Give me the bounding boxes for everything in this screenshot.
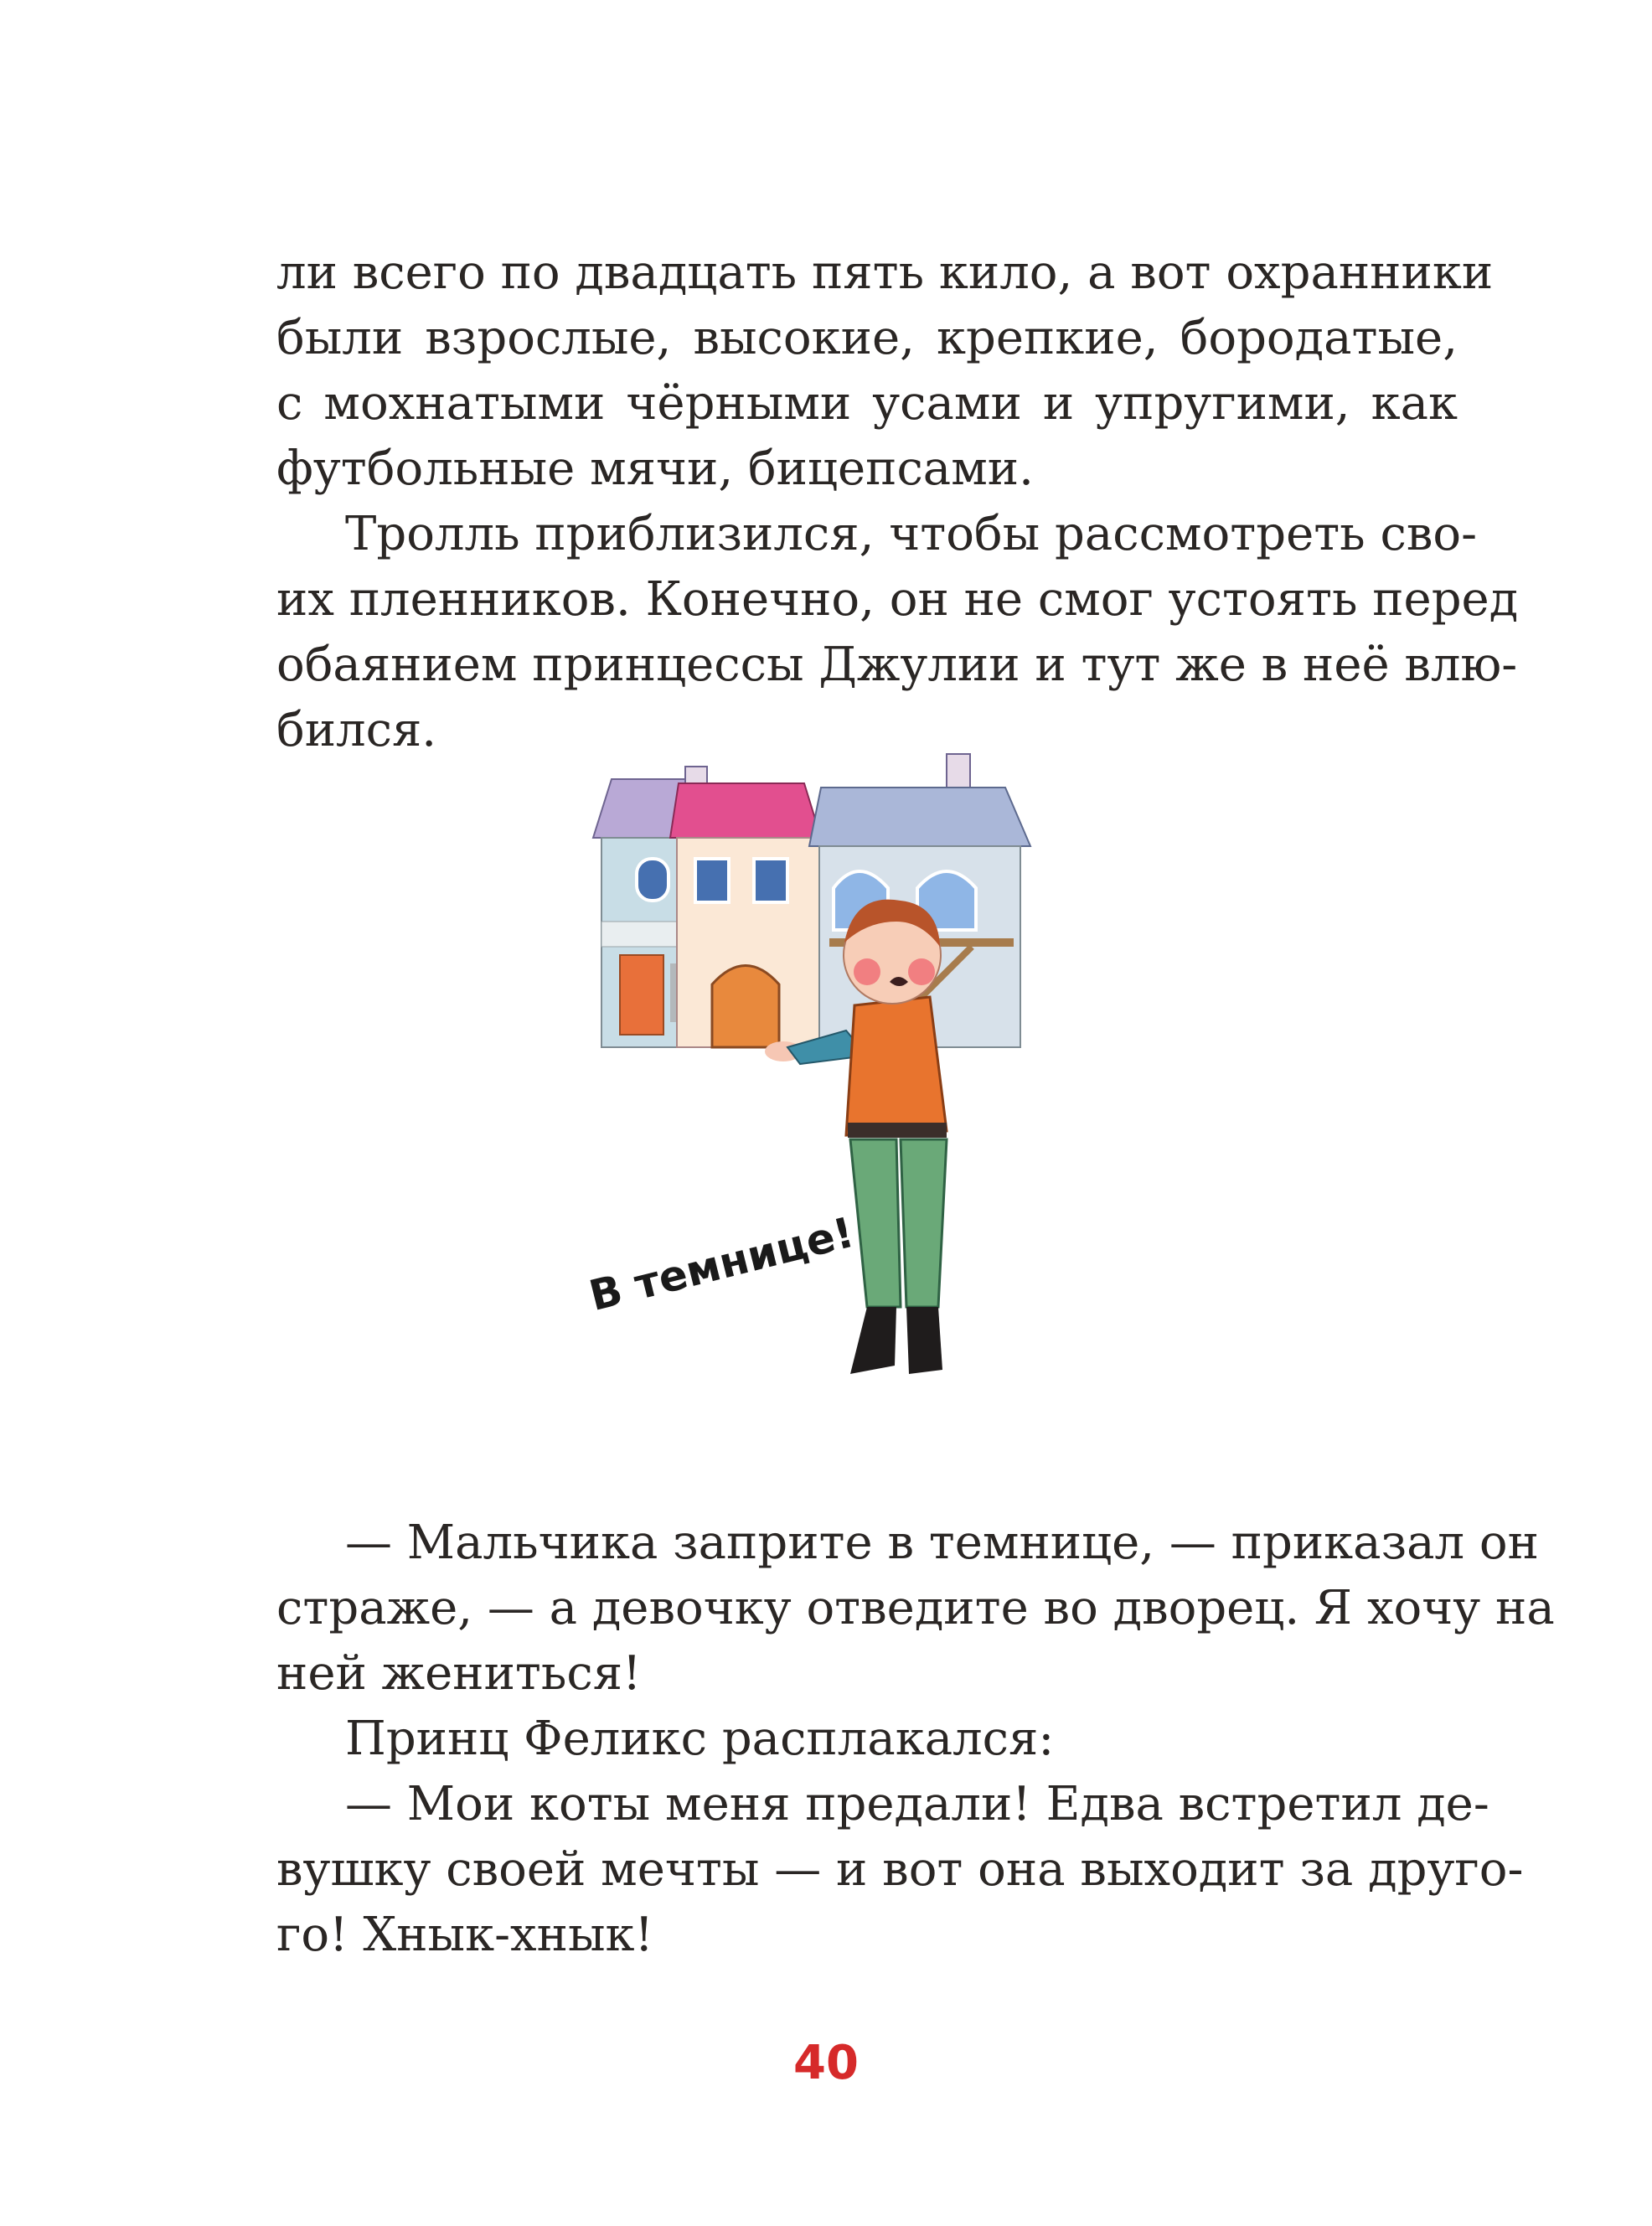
text-line: были взрослые, высокие, крепкие, бородатые, [276, 311, 1458, 365]
text-line: Принц Феликс расплакался: [345, 1712, 1055, 1766]
text-line: футбольные мячи, бицепсами. [276, 442, 1034, 496]
bottom-text-block [276, 1511, 1555, 1968]
text-line: го! Хнык-хнык! [276, 1908, 654, 1962]
speech-text: В темнице! [584, 1207, 859, 1321]
text-line: — Мальчика заприте в темнице, — приказал он [345, 1516, 1539, 1570]
text-line: с мохнатыми чёрными усами и упругими, как [276, 376, 1458, 431]
text-line: страже, — а девочку отведите во дворец. Я хочу на [276, 1581, 1555, 1635]
text-line: — Мои коты меня предали! Едва встретил де- [345, 1777, 1489, 1831]
text-line: обаянием принцессы Джулии и тут же в неё влю- [276, 638, 1518, 692]
page-number: 40 [793, 2036, 859, 2090]
text-line: ней жениться! [276, 1646, 642, 1701]
top-text-block [276, 240, 1519, 763]
text-line: вушку своей мечты — и вот она выходит за друго- [276, 1842, 1524, 1897]
text-line: бился. [276, 703, 437, 757]
text-line: их пленников. Конечно, он не смог устоять перед [276, 572, 1519, 627]
text-line: Тролль приблизился, чтобы рассмотреть сво- [345, 507, 1477, 561]
illustration-houses-boy [578, 720, 1240, 1475]
text-line: ли всего по двадцать пять кило, а вот охранники [276, 245, 1494, 300]
middle-house [670, 767, 821, 1047]
